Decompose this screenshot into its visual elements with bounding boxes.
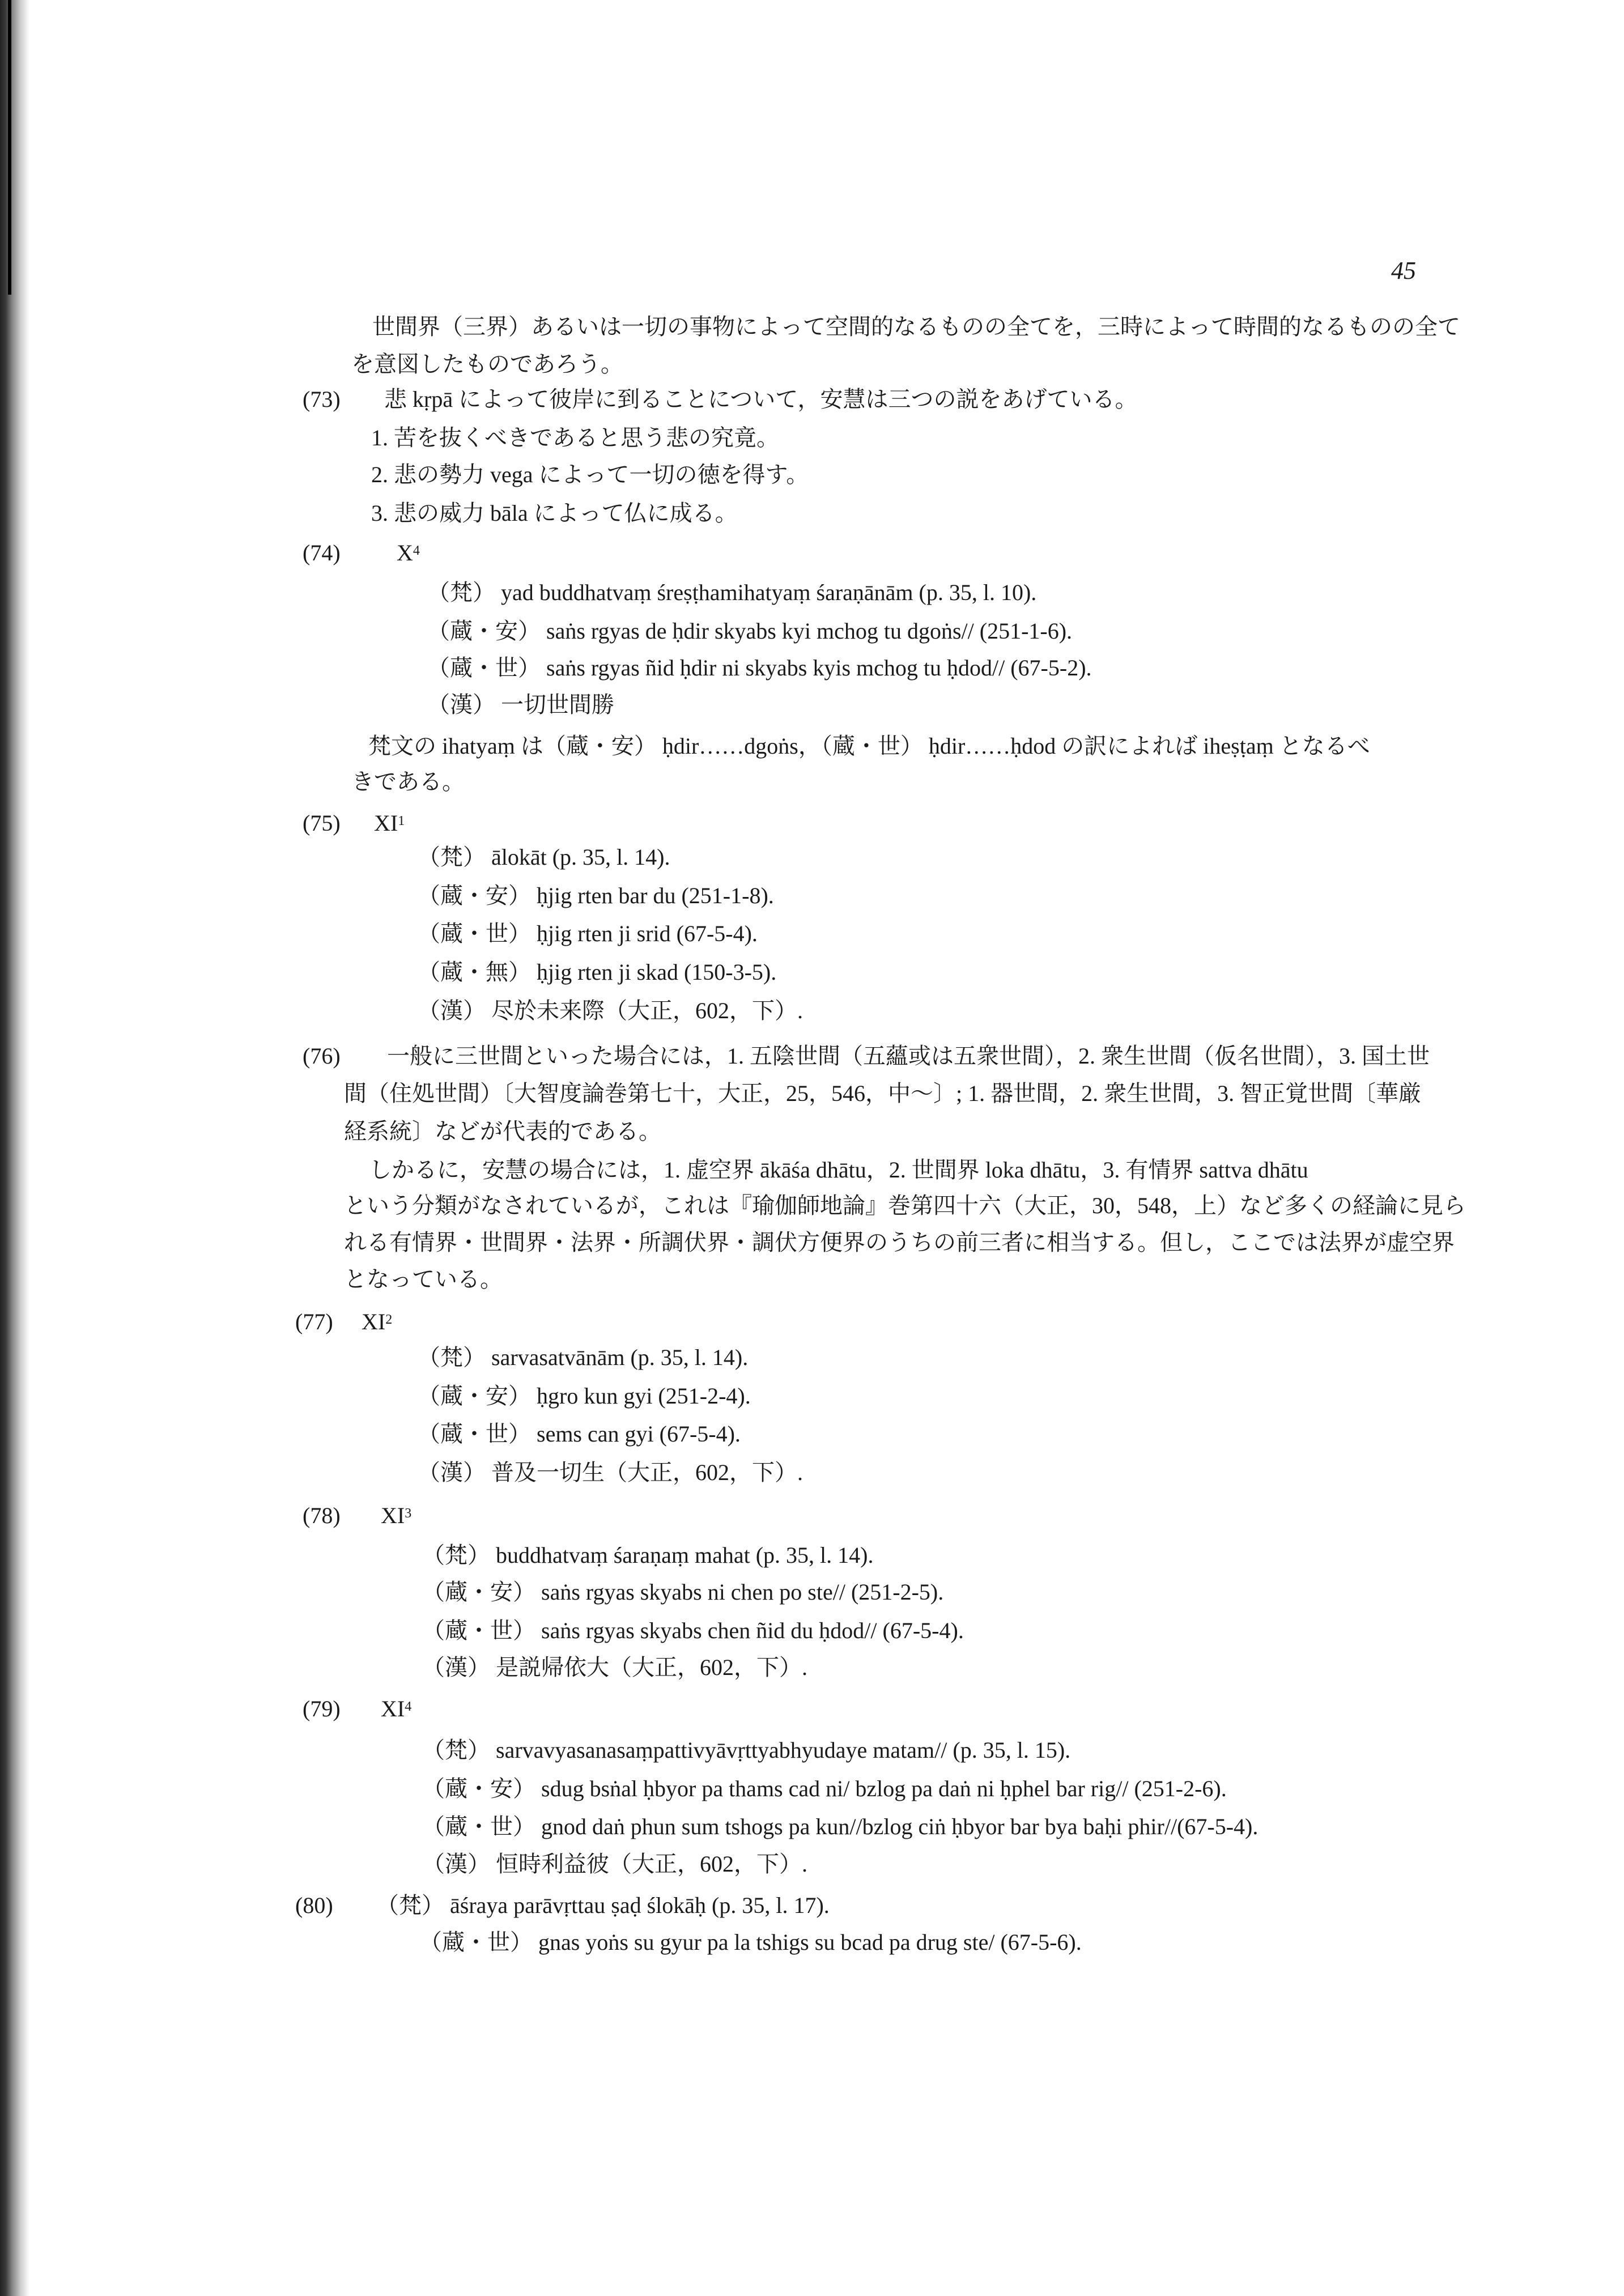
citation-line: （蔵・無） ḥjig rten ji skad (150-3-5). xyxy=(418,959,777,985)
verse-ref-sup: 4 xyxy=(405,1699,412,1714)
citation-line: （梵） ālokāt (p. 35, l. 14). xyxy=(418,844,670,870)
verse-ref xyxy=(362,1308,392,1336)
intro-line: を意図したものであろう。 xyxy=(351,351,623,377)
verse-ref xyxy=(374,809,405,837)
note-label: (78) xyxy=(303,1503,341,1528)
citation-line: （蔵・世） saṅs rgyas skyabs chen ñid du ḥdod// (67-5-4). xyxy=(422,1618,964,1643)
citation-line: （蔵・世） gnod daṅ phun sum tshogs pa kun//bzlog ciṅ ḥbyor bar bya baḥi phir//(67-5-4). xyxy=(422,1814,1259,1839)
citation-line: （蔵・安） sdug bsṅal ḥbyor pa thams cad ni/ bzlog pa daṅ ni ḥphel bar rig// (251-2-6). xyxy=(422,1776,1227,1801)
citation-line: （漢） 普及一切生（大正，602，下）. xyxy=(418,1460,803,1485)
note-text: となっている。 xyxy=(344,1266,503,1292)
note-label: (75) xyxy=(303,810,341,836)
citation-line: （蔵・世） saṅs rgyas ñid ḥdir ni skyabs kyis mchog tu ḥdod// (67-5-2). xyxy=(427,655,1092,681)
page-number: 45 xyxy=(1391,257,1416,284)
citation-line: （蔵・安） saṅs rgyas de ḥdir skyabs kyi mchog tu dgoṅs// (251-1-6). xyxy=(427,618,1073,644)
citation-line: （蔵・世） gnas yoṅs su gyur pa la tshigs su bcad pa drug ste/ (67-5-6). xyxy=(419,1929,1082,1955)
note-text: しかるに，安慧の場合には，1. 虚空界 ākāśa dhātu，2. 世間界 loka dhātu，3. 有情界 sattva dhātu xyxy=(369,1157,1308,1183)
verse-ref-text: XI xyxy=(362,1309,386,1334)
citation-line: （蔵・安） saṅs rgyas skyabs ni chen po ste// (251-2-5). xyxy=(422,1579,944,1605)
scan-edge-mark xyxy=(8,0,11,295)
verse-ref-sup: 3 xyxy=(405,1506,412,1521)
verse-ref-text: XI xyxy=(374,810,398,836)
citation-line: （漢） 恒時利益彼（大正，602，下）. xyxy=(422,1851,807,1877)
citation-line: （梵） sarvasatvānām (p. 35, l. 14). xyxy=(418,1345,749,1370)
note-label: (74) xyxy=(303,540,341,566)
note-text: れる有情界・世間界・法界・所調伏界・調伏方便界のうちの前三者に相当する。但し，ここでは法界が虚空界 xyxy=(344,1230,1455,1255)
list-item: 2. 悲の勢力 vega によって一切の徳を得す。 xyxy=(371,462,809,487)
note-label: (77) xyxy=(295,1309,333,1334)
verse-ref-text: X xyxy=(397,540,413,566)
verse-ref-text: XI xyxy=(381,1696,405,1721)
note-text: という分類がなされているが，これは『瑜伽師地論』巻第四十六（大正，30，548，上）など多くの経論に見ら xyxy=(344,1193,1466,1218)
note-label: (73) xyxy=(303,386,341,412)
note-label: (76) xyxy=(303,1043,341,1069)
note-text: 経系統〕などが代表的である。 xyxy=(344,1119,661,1144)
citation-line: （蔵・安） ḥgro kun gyi (251-2-4). xyxy=(418,1383,751,1409)
verse-ref xyxy=(381,1695,411,1723)
scan-edge-shadow xyxy=(0,0,29,2296)
note-text: 梵文の ihatyaṃ は（蔵・安） ḥdir……dgoṅs，（蔵・世） ḥdir……ḥdod の訳によれば iheṣṭaṃ となるべ xyxy=(368,733,1370,759)
citation-line: （梵） yad buddhatvaṃ śreṣṭhamihatyaṃ śaraṇānām (p. 35, l. 10). xyxy=(427,580,1037,605)
verse-ref-sup: 4 xyxy=(413,543,420,558)
citation-line: （漢） 尽於未来際（大正，602，下）. xyxy=(418,998,803,1023)
note-label: (79) xyxy=(303,1696,341,1721)
citation-line: （梵） buddhatvaṃ śaraṇaṃ mahat (p. 35, l. 14). xyxy=(422,1542,874,1568)
verse-ref-sup: 2 xyxy=(385,1312,393,1327)
verse-ref-text: XI xyxy=(381,1503,405,1528)
verse-ref-sup: 1 xyxy=(398,814,405,828)
note-text: きである。 xyxy=(351,769,465,794)
list-item: 1. 苦を抜くべきであると思う悲の究竟。 xyxy=(371,425,779,450)
note-label: (80) xyxy=(295,1893,333,1918)
verse-ref xyxy=(381,1502,411,1530)
citation-line: （漢） 一切世間勝 xyxy=(427,692,614,717)
citation-line: （梵） sarvavyasanasaṃpattivyāvṛttyabhyudaye matam// (p. 35, l. 15). xyxy=(422,1737,1071,1763)
citation-line: （蔵・世） sems can gyi (67-5-4). xyxy=(418,1421,741,1447)
note-text: 一般に三世間といった場合には，1. 五陰世間（五蘊或は五衆世間），2. 衆生世間（仮名世間），3. 国土世 xyxy=(387,1043,1430,1069)
verse-ref xyxy=(397,539,420,567)
citation-line: （蔵・安） ḥjig rten bar du (251-1-8). xyxy=(418,883,774,908)
citation-line: （蔵・世） ḥjig rten ji srid (67-5-4). xyxy=(418,921,758,946)
citation-line: （漢） 是説帰依大（大正，602，下）. xyxy=(422,1655,807,1680)
note-text: 悲 kṛpā によって彼岸に到ることについて，安慧は三つの説をあげている。 xyxy=(384,386,1138,412)
intro-line: 世間界（三界）あるいは一切の事物によって空間的なるものの全てを，三時によって時間的なるものの全て xyxy=(372,314,1460,339)
citation-line: （梵） āśraya parāvṛttau ṣaḍ ślokāḥ (p. 35, l. 17). xyxy=(376,1893,830,1918)
list-item: 3. 悲の威力 bāla によって仏に成る。 xyxy=(371,500,738,526)
note-text: 間（住処世間）〔大智度論巻第七十，大正，25，546，中〜〕; 1. 器世間，2. 衆生世間，3. 智正覚世間〔華厳 xyxy=(344,1081,1422,1106)
